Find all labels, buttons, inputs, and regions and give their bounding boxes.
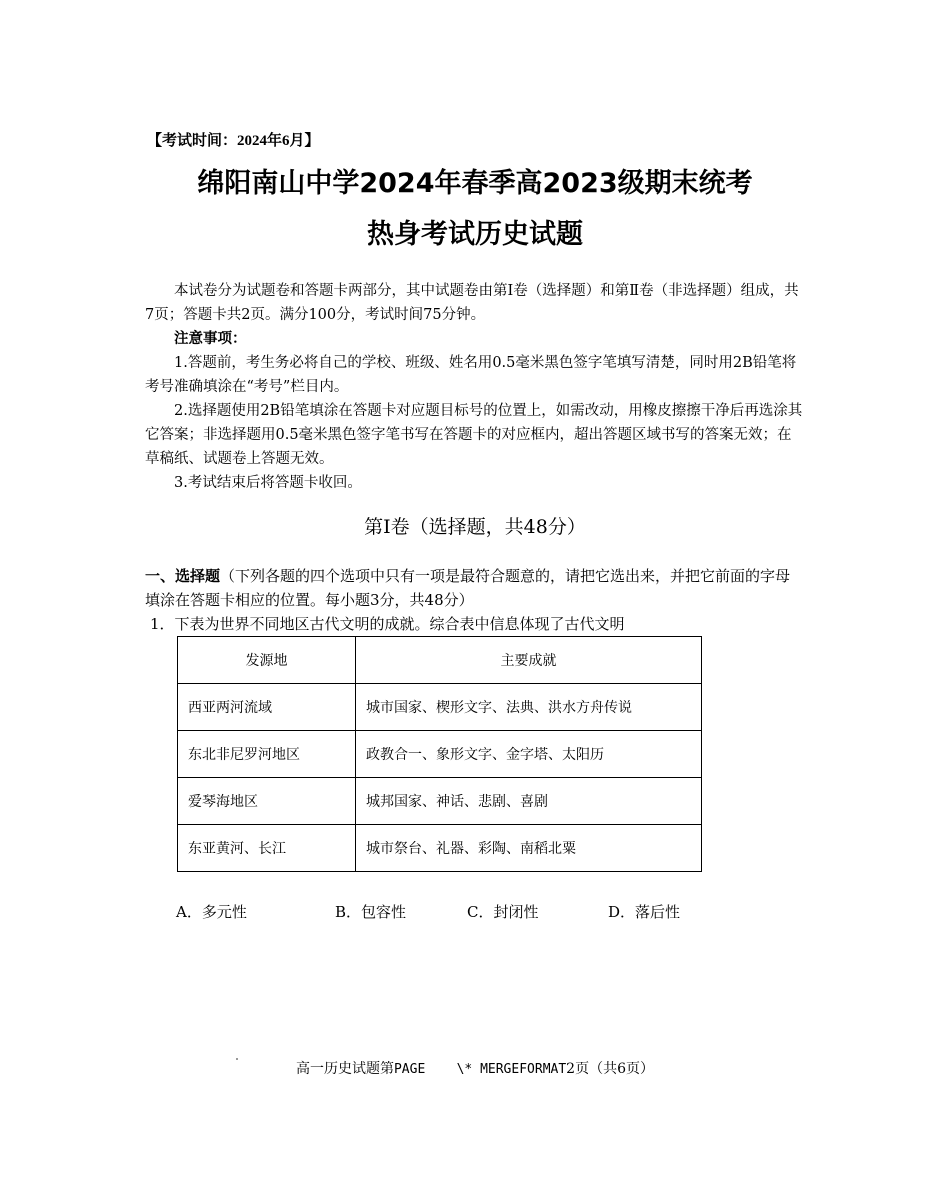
civilization-table (177, 636, 702, 872)
section-title: 第Ⅰ卷（选择题，共48分） (364, 516, 586, 538)
table-cell-origin: 东亚黄河、长江 (178, 825, 356, 872)
footer-field-code: PAGE \* MERGEFORMAT (393, 1062, 567, 1077)
table-cell-achievement: 城市祭台、礼器、彩陶、南稻北粟 (356, 825, 702, 872)
choice-part-desc: （下列各题的四个选项中只有一项是最符合题意的，请把它选出来，并把它前面的字母填涂在答题卡相应的位置。每小题3分，共48分） (145, 567, 791, 609)
table-row (178, 778, 702, 825)
table-cell-origin: 爱琴海地区 (178, 778, 356, 825)
intro-block (145, 279, 805, 495)
table-cell-achievement: 城市国家、楔形文字、法典、洪水方舟传说 (356, 684, 702, 731)
table-cell-origin: 东北非尼罗河地区 (178, 731, 356, 778)
question-1-stem: 1．下表为世界不同地区古代文明的成就。综合表中信息体现了古代文明 (150, 615, 625, 633)
notice-item-1: 1.答题前，考生务必将自己的学校、班级、姓名用0.5毫米黑色签字笔填写清楚，同时用2B铅笔将考号准确填涂在“考号”栏目内。 (145, 355, 797, 395)
table-header-cell: 发源地 (178, 637, 356, 684)
footer-text-after: 2页（共6页） (566, 1061, 654, 1077)
table-cell-achievement: 城邦国家、神话、悲剧、喜剧 (356, 778, 702, 825)
intro-paragraph: 本试卷分为试题卷和答题卡两部分，其中试题卷由第Ⅰ卷（选择题）和第Ⅱ卷（非选择题）组成，共7页；答题卡共2页。满分100分，考试时间75分钟。 (145, 283, 799, 323)
table-cell-origin: 西亚两河流域 (178, 684, 356, 731)
notice-title: 注意事项： (174, 331, 247, 347)
exam-title-line1: 绵阳南山中学2024年春季高2023级期末统考 (197, 168, 753, 199)
page-footer (0, 1058, 950, 1078)
exam-time: 【考试时间：2024年6月】 (147, 133, 320, 149)
choice-part-label: 一、选择题 (145, 567, 221, 585)
choice-part-intro (145, 564, 805, 612)
table-row (178, 731, 702, 778)
notice-item-3: 3.考试结束后将答题卡收回。 (174, 475, 362, 491)
option-b: B．包容性 (335, 903, 407, 921)
footer-text-before: 高一历史试题第 (295, 1061, 394, 1077)
notice-item-2: 2.选择题使用2B铅笔填涂在答题卡对应题目标号的位置上，如需改动，用橡皮擦擦干净后再选涂其它答案；非选择题用0.5毫米黑色签字笔书写在答题卡的对应框内，超出答题区域书写的答案无效；在草稿纸、试题卷上答题无效。 (145, 403, 803, 467)
option-a: A．多元性 (176, 903, 247, 921)
table-header-row (178, 637, 702, 684)
option-d: D．落后性 (608, 903, 681, 921)
table-header-cell: 主要成就 (356, 637, 702, 684)
table-cell-achievement: 政教合一、象形文字、金字塔、太阳历 (356, 731, 702, 778)
table-row (178, 684, 702, 731)
exam-title-line2: 热身考试历史试题 (367, 219, 583, 250)
option-c: C．封闭性 (467, 903, 539, 921)
table-row (178, 825, 702, 872)
